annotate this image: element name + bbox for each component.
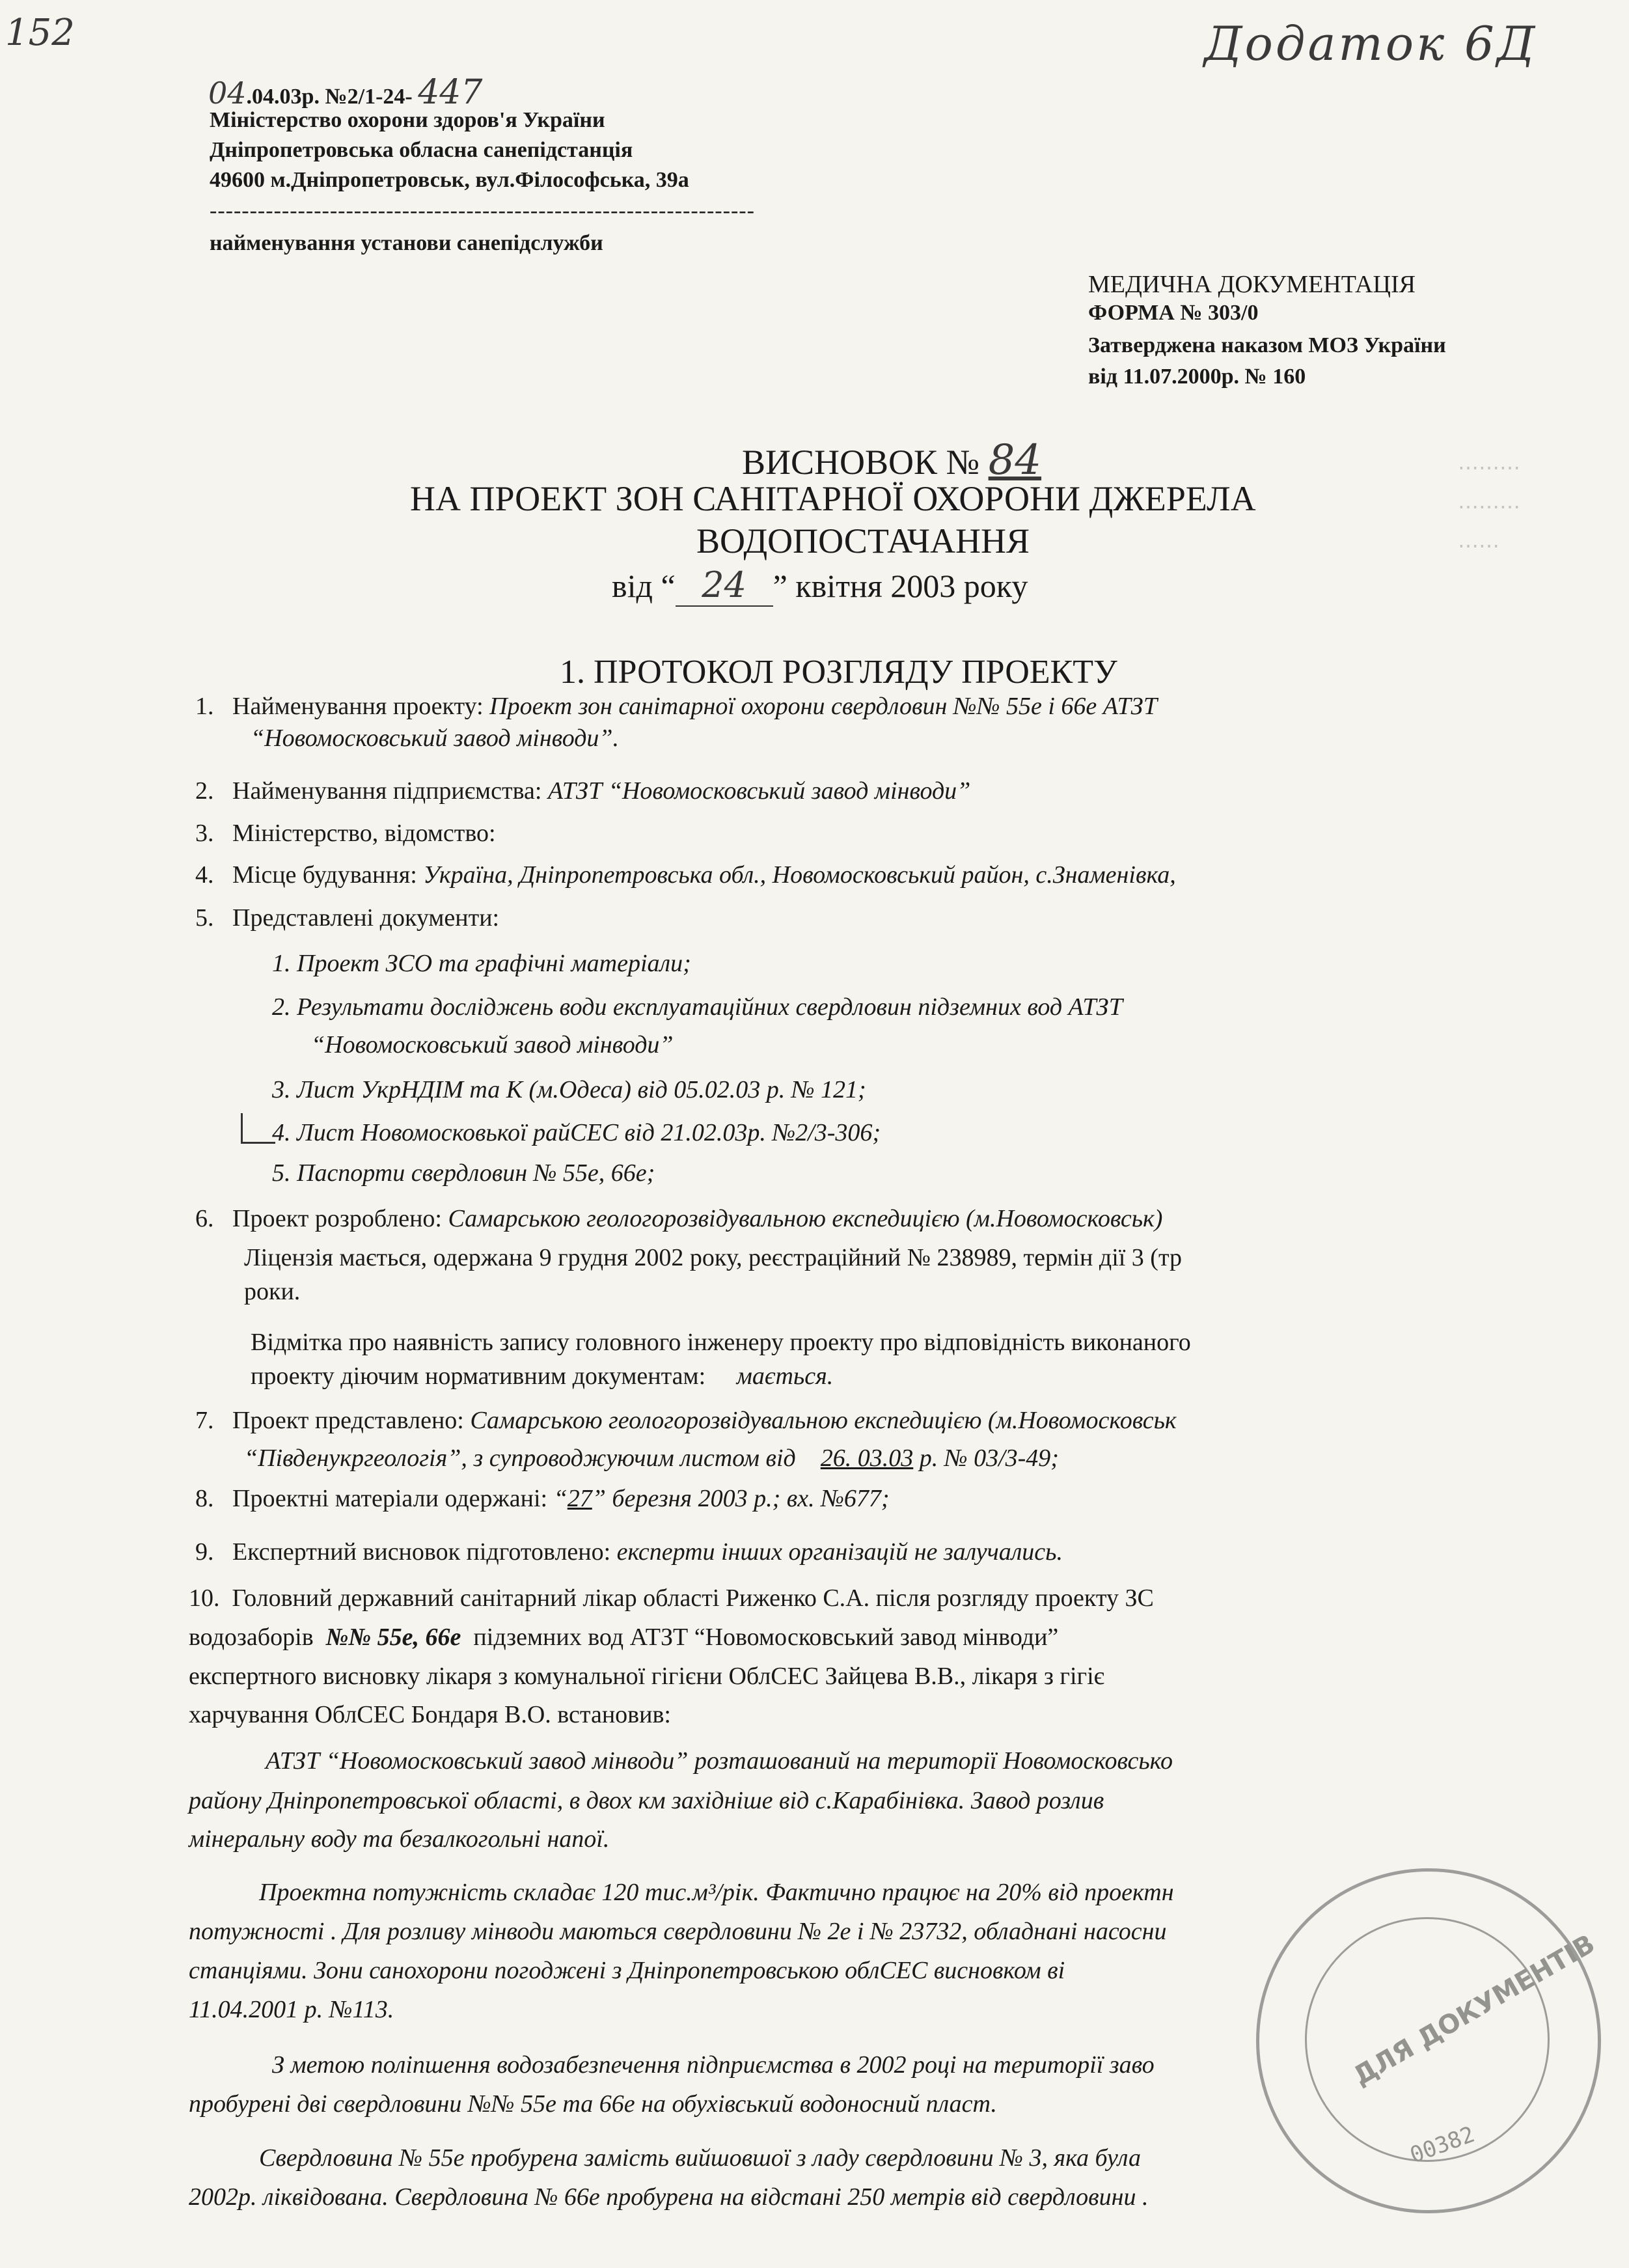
- paragraph-line: АТЗТ “Новомосковський завод мінводи” розташований на території Новомосковсько: [266, 1747, 1173, 1775]
- doc-5: 5. Паспорти свердловин № 55е, 66е;: [272, 1159, 655, 1187]
- item-10-line-3: експертного висновку лікаря з комунальної гігієни ОблСЕС Зайцева В.В., лікаря з гігіє: [189, 1663, 1104, 1690]
- form-line-4: від 11.07.2000р. № 160: [1088, 365, 1306, 389]
- item-8: 8. Проектні матеріали одержані: “27” березня 2003 р.; вх. №677;: [195, 1485, 890, 1512]
- item-6-license-cont: роки.: [244, 1278, 301, 1305]
- station-name: Дніпропетровська обласна санепідстанція: [210, 138, 633, 162]
- doc-2: 2. Результати досліджень води експлуатаційних свердловин підземних вод АТЗТ: [272, 993, 1123, 1021]
- item-10-line-2: водозаборів №№ 55е, 66е підземних вод АТЗТ “Новомосковський завод мінводи”: [189, 1624, 1059, 1651]
- stamp-code: 00382: [1406, 2121, 1479, 2169]
- item-10: 10. Головний державний санітарний лікар області Риженко С.А. після розгляду проекту ЗС: [189, 1584, 1154, 1612]
- form-line-3: Затверджена наказом МОЗ України: [1088, 333, 1446, 357]
- item-7: 7. Проект представлено: Самарською геологорозвідувальною експедицією (м.Новомосковськ: [195, 1407, 1177, 1434]
- reference-line: [208, 73, 482, 112]
- item-6: 6. Проект розроблено: Самарською геологорозвідувальною експедицією (м.Новомосковськ): [195, 1205, 1163, 1232]
- doc-4: 4. Лист Новомосковької райСЕС від 21.02.03р. №2/3-306;: [272, 1119, 881, 1146]
- stamp-text: ДЛЯ ДОКУМЕНТІВ: [1348, 1929, 1600, 2092]
- item-9: 9. Експертний висновок підготовлено: експерти інших організацій не залучались.: [195, 1538, 1063, 1566]
- reference-text: .04.03р. №2/1-24-: [246, 85, 413, 109]
- paragraph-line: З метою поліпшення водозабезпечення підприємства в 2002 році на території заво: [272, 2051, 1155, 2079]
- conclusion-heading: ВИСНОВОК № 84: [742, 436, 1042, 484]
- paragraph-line: 11.04.2001 р. №113.: [189, 1996, 394, 2023]
- item-6-note-cont: проекту діючим нормативним документам: мається.: [251, 1362, 834, 1390]
- paragraph-line: району Дніпропетровської області, в двох км західніше від с.Карабінівка. Завод розлив: [189, 1787, 1104, 1814]
- header-caption: найменування установи санепідслужби: [210, 231, 603, 255]
- title-line-3: ВОДОПОСТАЧАННЯ: [696, 521, 1030, 560]
- item-4: 4. Місце будування: Україна, Дніпропетровська обл., Новомосковський район, с.Знаменівка,: [195, 861, 1176, 889]
- paragraph-line: потужності . Для розливу мінводи маються свердловини № 2е і № 23732, обладнані насосни: [189, 1918, 1167, 1945]
- title-date-day: 24: [676, 564, 773, 607]
- paragraph-line: 2002р. ліквідована. Свердловина № 66е пробурена на відстані 250 метрів від свердловини .: [189, 2183, 1149, 2211]
- reference-day: 04: [208, 76, 247, 111]
- item-10-line-4: харчування ОблСЕС Бондаря В.О. встановив:: [189, 1701, 671, 1728]
- doc-3: 3. Лист УкрНДІМ та К (м.Одеса) від 05.02.03 р. № 121;: [272, 1076, 866, 1103]
- form-line-1: МЕДИЧНА ДОКУМЕНТАЦІЯ: [1088, 271, 1416, 298]
- item-1: 1. Найменування проекту: Проект зон санітарної охорони свердловин №№ 55е і 66е АТЗТ: [195, 693, 1158, 720]
- title-date: від “ 24 ” квітня 2003 року: [612, 564, 1028, 605]
- paragraph-line: мінеральну воду та безалкогольні напої.: [189, 1825, 610, 1853]
- item-6-license: Ліцензія мається, одержана 9 грудня 2002 року, реєстраційний № 238989, термін дії 3 (тр: [244, 1244, 1183, 1271]
- ministry-name: Міністерство охорони здоров'я України: [210, 108, 605, 132]
- title-line-2: НА ПРОЕКТ ЗОН САНІТАРНОЇ ОХОРОНИ ДЖЕРЕЛА: [410, 479, 1256, 518]
- item-1-cont: “Новомосковський завод мінводи”.: [251, 725, 620, 752]
- item-2: 2. Найменування підприємства: АТЗТ “Новомосковський завод мінводи”: [195, 777, 971, 805]
- item-3: 3. Міністерство, відомство:: [195, 820, 496, 847]
- corner-page-number: 152: [5, 12, 75, 54]
- form-line-2: ФОРМА № 303/0: [1088, 301, 1259, 325]
- round-stamp: [1256, 1868, 1601, 2213]
- section-title: 1. ПРОТОКОЛ РОЗГЛЯДУ ПРОЕКТУ: [560, 654, 1117, 691]
- station-address: 49600 м.Дніпропетровськ, вул.Філософська, 39а: [210, 168, 689, 192]
- paragraph-line: пробурені дві свердловини №№ 55е та 66е на обухівський водоносний пласт.: [189, 2090, 997, 2118]
- paragraph-line: Свердловина № 55е пробурена замість вийшовшої з ладу свердловини № 3, яка була: [259, 2144, 1141, 2172]
- doc-1: 1. Проект ЗСО та графічні матеріали;: [272, 950, 691, 977]
- item-5: 5. Представлені документи:: [195, 904, 500, 932]
- item-7-cont: “Південукргеологія”, з супроводжуючим листом від 26. 03.03 р. № 03/3-49;: [244, 1445, 1059, 1472]
- bleed-through-marks: ……… ……… ……: [1458, 450, 1520, 553]
- paragraph-line: станціями. Зони санохорони погоджені з Дніпропетровською облСЕС висновком ві: [189, 1957, 1065, 1984]
- paragraph-line: Проектна потужність складає 120 тис.м³/рік. Фактично працює на 20% від проектн: [259, 1879, 1174, 1906]
- conclusion-number: 84: [988, 436, 1042, 484]
- item-6-note: Відмітка про наявність запису головного інженеру проекту про відповідність виконаного: [251, 1329, 1191, 1356]
- appendix-note: Додаток 6Д: [1204, 16, 1538, 71]
- doc-2-cont: “Новомосковський завод мінводи”: [311, 1031, 674, 1058]
- doc-4-margin-mark: [241, 1113, 275, 1144]
- header-divider: --------------------------------------------------------------------: [210, 199, 755, 223]
- reference-number: 447: [418, 73, 483, 112]
